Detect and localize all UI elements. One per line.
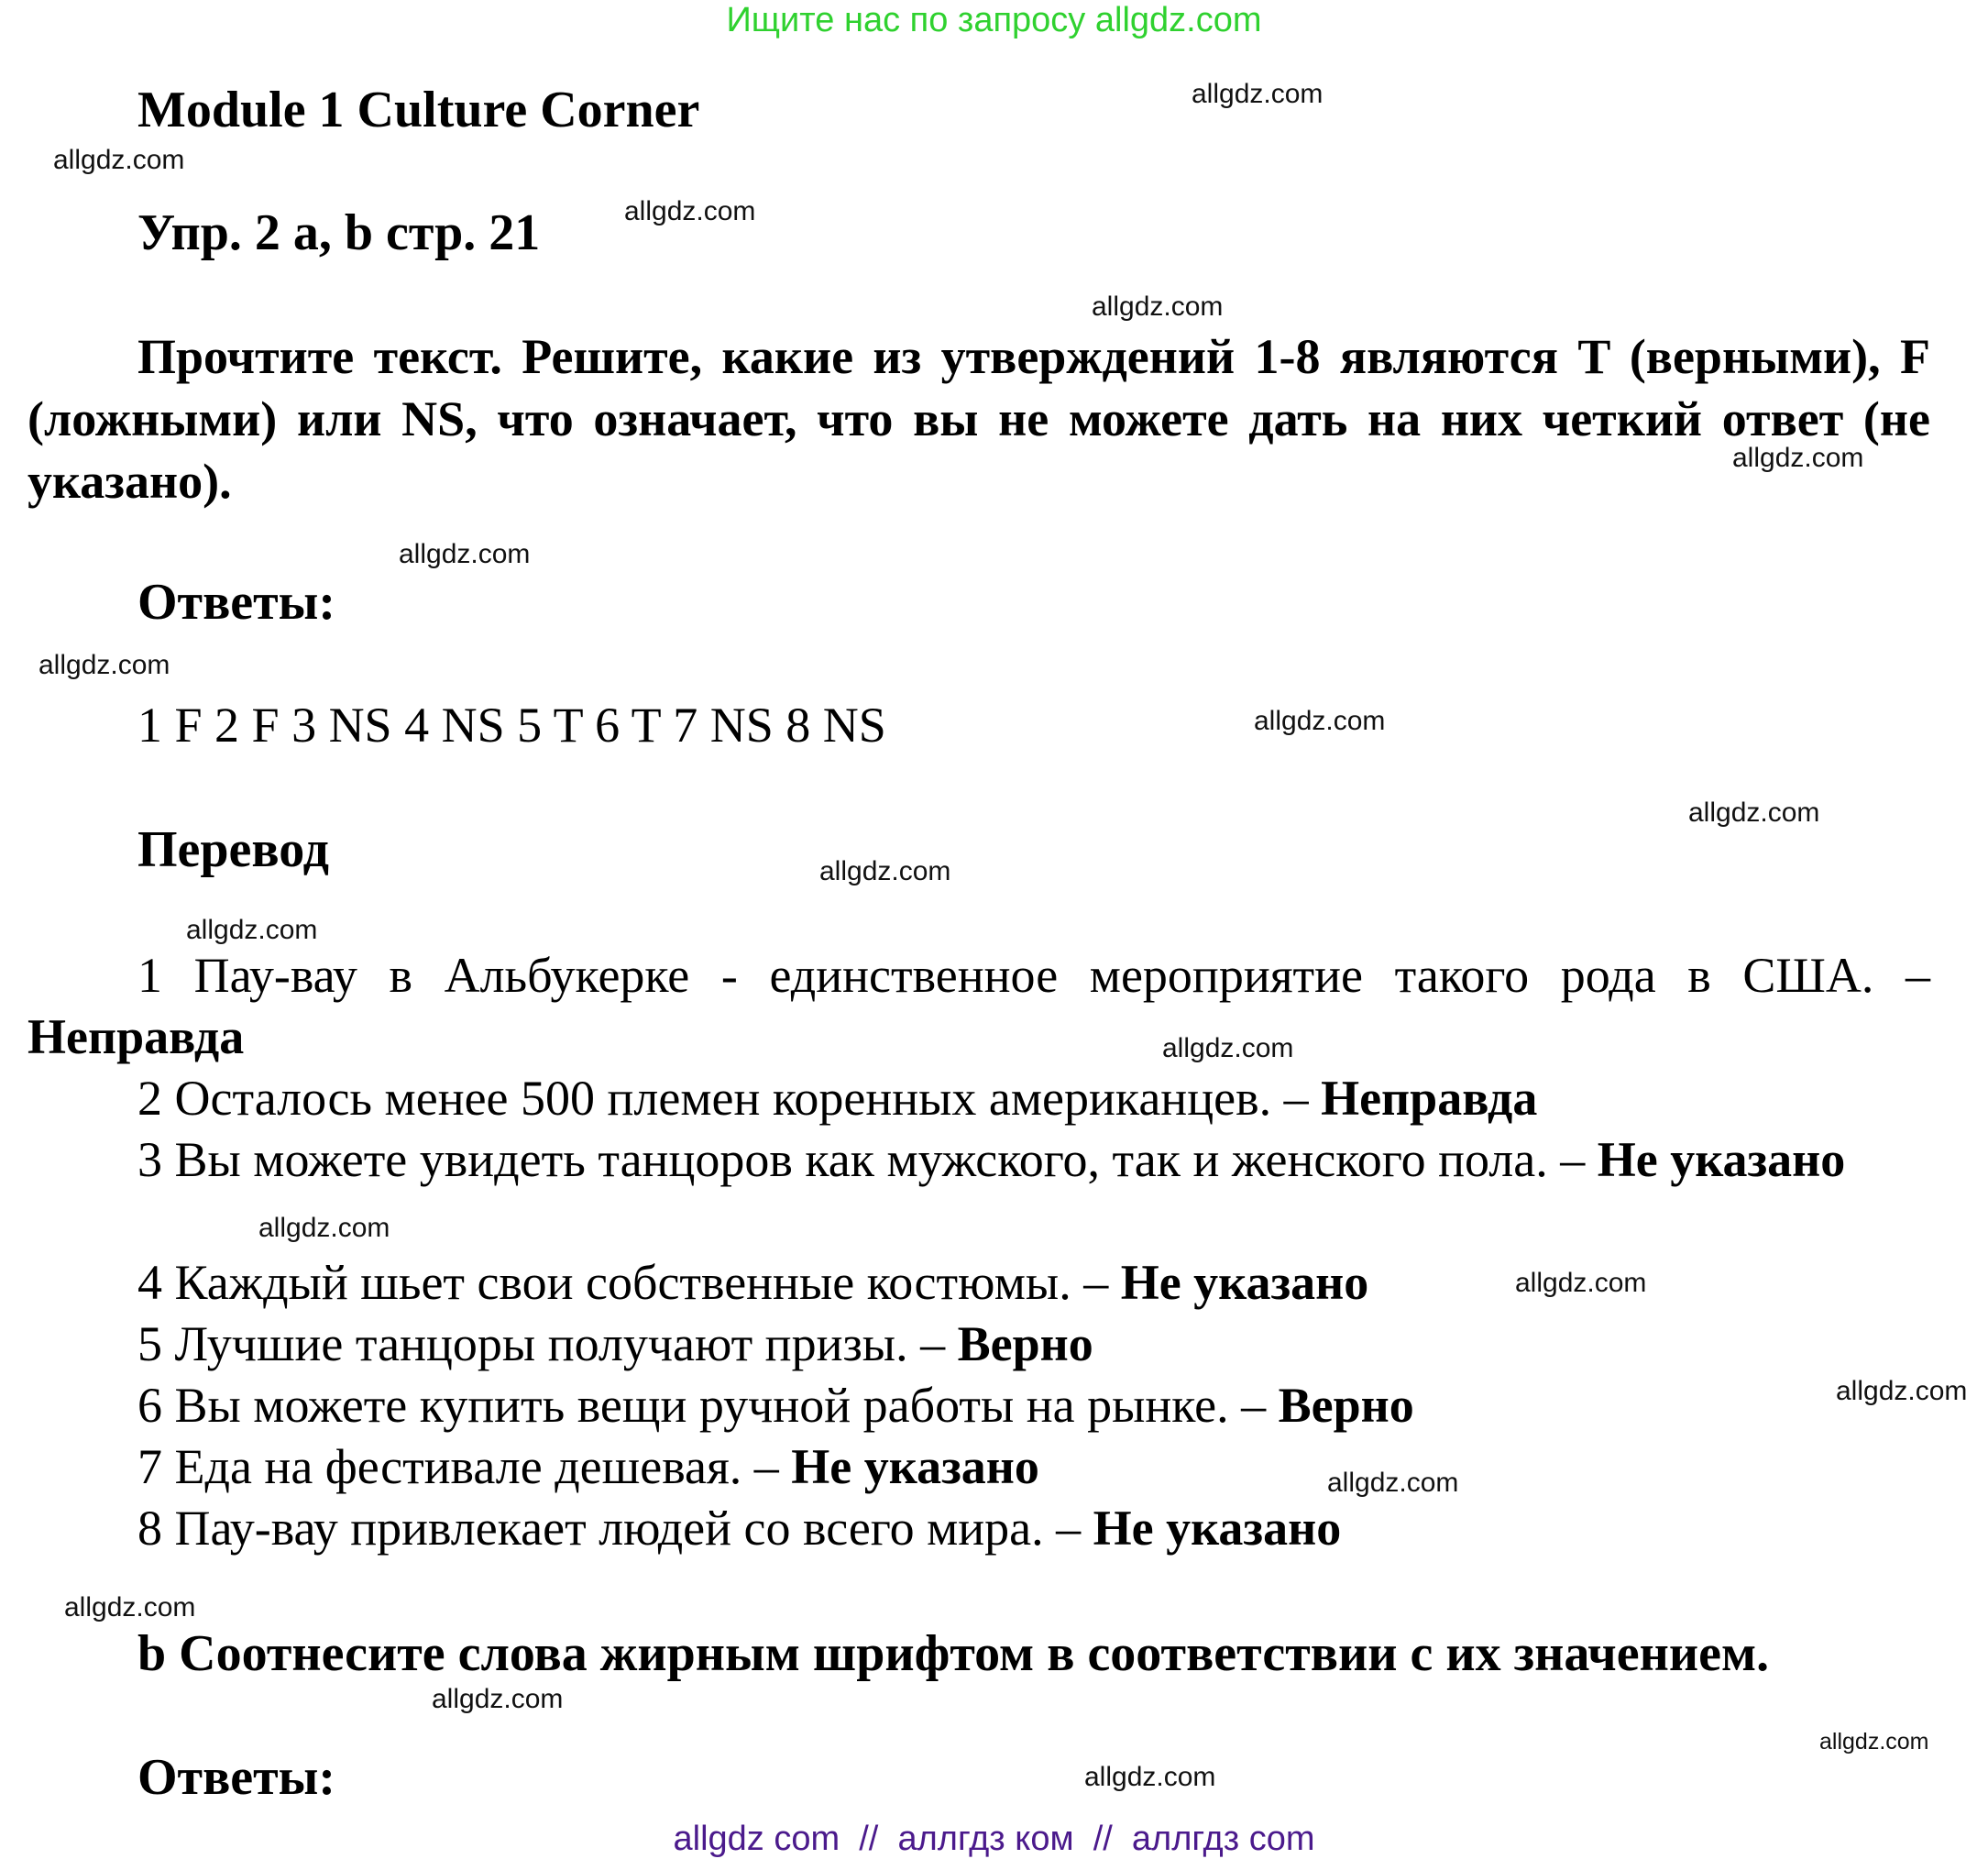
watermark: allgdz.com bbox=[1192, 79, 1324, 109]
item-verdict: Не указано bbox=[1597, 1132, 1846, 1187]
watermark: allgdz.com bbox=[399, 539, 531, 569]
watermark: allgdz.com bbox=[1819, 1729, 1929, 1754]
item-verdict: Неправда bbox=[27, 1009, 245, 1064]
item-verdict: Не указано bbox=[1120, 1255, 1369, 1310]
task-b-instructions: b Соотнесите слова жирным шрифтом в соответствии с их значением. bbox=[137, 1625, 1770, 1682]
item-text: 7 Еда на фестивале дешевая. – bbox=[137, 1439, 792, 1494]
exercise-heading: Упр. 2 a, b стр. 21 bbox=[137, 204, 541, 261]
item-text: 3 Вы можете увидеть танцоров как мужского, так и женского пола. – bbox=[137, 1132, 1598, 1187]
watermark: allgdz.com bbox=[1254, 706, 1386, 736]
item-text: 8 Пау-вау привлекает людей со всего мира. – bbox=[137, 1501, 1093, 1556]
item-text: 6 Вы можете купить вещи ручной работы на рынке. – bbox=[137, 1378, 1279, 1433]
list-item bbox=[27, 1129, 1930, 1191]
watermark: allgdz.com bbox=[1084, 1762, 1216, 1792]
item-text: 1 Пау-вау в Альбукерке - единственное мероприятие такого рода в США. – bbox=[137, 948, 1930, 1003]
watermark: allgdz.com bbox=[1688, 798, 1820, 828]
list-item bbox=[27, 1436, 1930, 1498]
top-banner-link[interactable]: Ищите нас по запросу allgdz.com bbox=[726, 1, 1262, 39]
watermark: allgdz.com bbox=[1327, 1468, 1459, 1498]
answers-heading-b: Ответы: bbox=[137, 1749, 336, 1806]
bottom-banner-link[interactable]: allgdz com // аллгдз ком // аллгдз com bbox=[673, 1820, 1315, 1858]
watermark: allgdz.com bbox=[624, 196, 756, 226]
watermark: allgdz.com bbox=[258, 1213, 390, 1243]
watermark: allgdz.com bbox=[64, 1592, 196, 1622]
watermark: allgdz.com bbox=[38, 650, 170, 680]
watermark: allgdz.com bbox=[432, 1684, 564, 1714]
watermark: allgdz.com bbox=[1092, 292, 1224, 322]
item-verdict: Верно bbox=[957, 1316, 1093, 1371]
list-item bbox=[27, 1375, 1930, 1436]
answers-heading: Ответы: bbox=[137, 574, 336, 631]
list-item bbox=[27, 1498, 1930, 1559]
item-text: 2 Осталось менее 500 племен коренных американцев. – bbox=[137, 1071, 1322, 1126]
answers-line: 1 F 2 F 3 NS 4 NS 5 T 6 T 7 NS 8 NS bbox=[137, 698, 886, 753]
watermark: allgdz.com bbox=[53, 145, 185, 175]
item-verdict: Не указано bbox=[791, 1439, 1039, 1494]
item-verdict: Не указано bbox=[1093, 1501, 1342, 1556]
task-a-instructions: Прочтите текст. Решите, какие из утверждений 1-8 являются T (верными), F (ложными) или NS, что означает, что вы не можете дать на них четкий ответ (не указано). bbox=[27, 329, 1930, 509]
list-item bbox=[27, 945, 1930, 1068]
watermark: allgdz.com bbox=[819, 856, 951, 886]
list-item bbox=[27, 1068, 1930, 1129]
watermark: allgdz.com bbox=[1732, 443, 1864, 473]
watermark: allgdz.com bbox=[1162, 1033, 1294, 1063]
watermark: allgdz.com bbox=[1836, 1376, 1968, 1406]
item-text: 5 Лучшие танцоры получают призы. – bbox=[137, 1316, 958, 1371]
list-item bbox=[27, 1314, 1930, 1375]
watermark: allgdz.com bbox=[186, 915, 318, 945]
translation-heading: Перевод bbox=[137, 821, 329, 878]
item-text: 4 Каждый шьет свои собственные костюмы. – bbox=[137, 1255, 1121, 1310]
item-verdict: Верно bbox=[1278, 1378, 1414, 1433]
watermark: allgdz.com bbox=[1515, 1268, 1647, 1298]
item-verdict: Неправда bbox=[1321, 1071, 1538, 1126]
page-title: Module 1 Culture Corner bbox=[137, 82, 700, 138]
